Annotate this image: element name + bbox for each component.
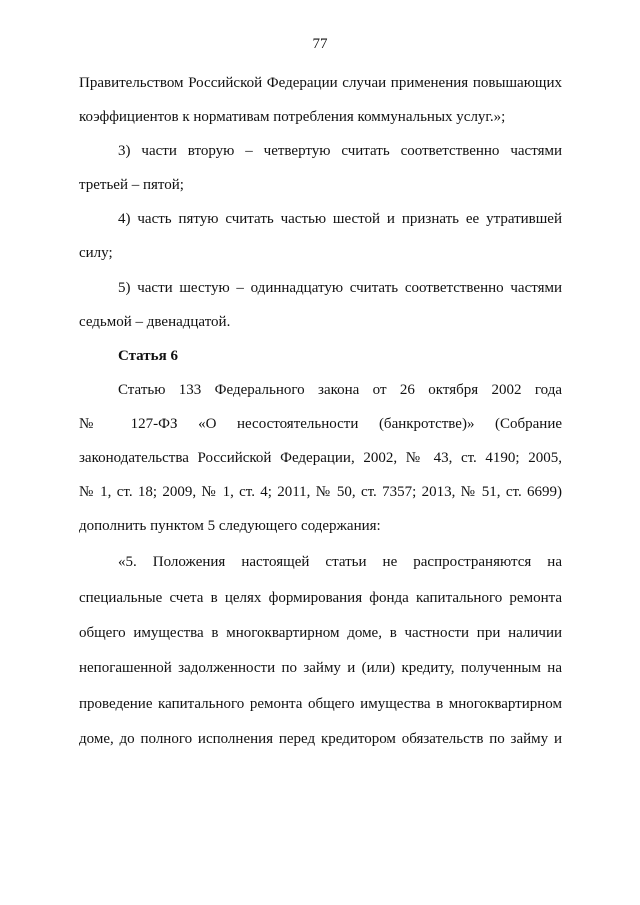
text-line: № 127-ФЗ «О несостоятельности (банкротстве)» (Собрание	[79, 416, 562, 432]
text-line: Статью 133 Федерального закона от 26 октября 2002 года	[118, 382, 562, 398]
text-line: непогашенной задолженности по займу и (или) кредиту, полученным на	[79, 660, 562, 676]
article-heading: Статья 6	[118, 348, 178, 364]
text-line: № 1, ст. 18; 2009, № 1, ст. 4; 2011, № 50, ст. 7357; 2013, № 51, ст. 6699)	[79, 484, 562, 500]
text-line: доме, до полного исполнения перед кредитором обязательств по займу и	[79, 731, 562, 747]
text-line: седьмой – двенадцатой.	[79, 314, 231, 330]
text-line: «5. Положения настоящей статьи не распространяются на	[118, 554, 562, 570]
text-line: 5) части шестую – одиннадцатую считать соответственно частями	[118, 280, 562, 296]
text-line: 3) части вторую – четвертую считать соответственно частями	[118, 143, 562, 159]
text-line: специальные счета в целях формирования фонда капитального ремонта	[79, 590, 562, 606]
text-line: Правительством Российской Федерации случаи применения повышающих	[79, 75, 562, 91]
text-line: законодательства Российской Федерации, 2002, № 43, ст. 4190; 2005,	[79, 450, 562, 466]
text-line: 4) часть пятую считать частью шестой и признать ее утратившей	[118, 211, 562, 227]
text-line: силу;	[79, 245, 113, 261]
text-line: третьей – пятой;	[79, 177, 184, 193]
text-line: общего имущества в многоквартирном доме, в частности при наличии	[79, 625, 562, 641]
text-line: коэффициентов к нормативам потребления коммунальных услуг.»;	[79, 109, 506, 125]
text-line: проведение капитального ремонта общего имущества в многоквартирном	[79, 696, 562, 712]
page-number: 77	[312, 36, 328, 52]
text-line: дополнить пунктом 5 следующего содержания:	[79, 518, 381, 534]
